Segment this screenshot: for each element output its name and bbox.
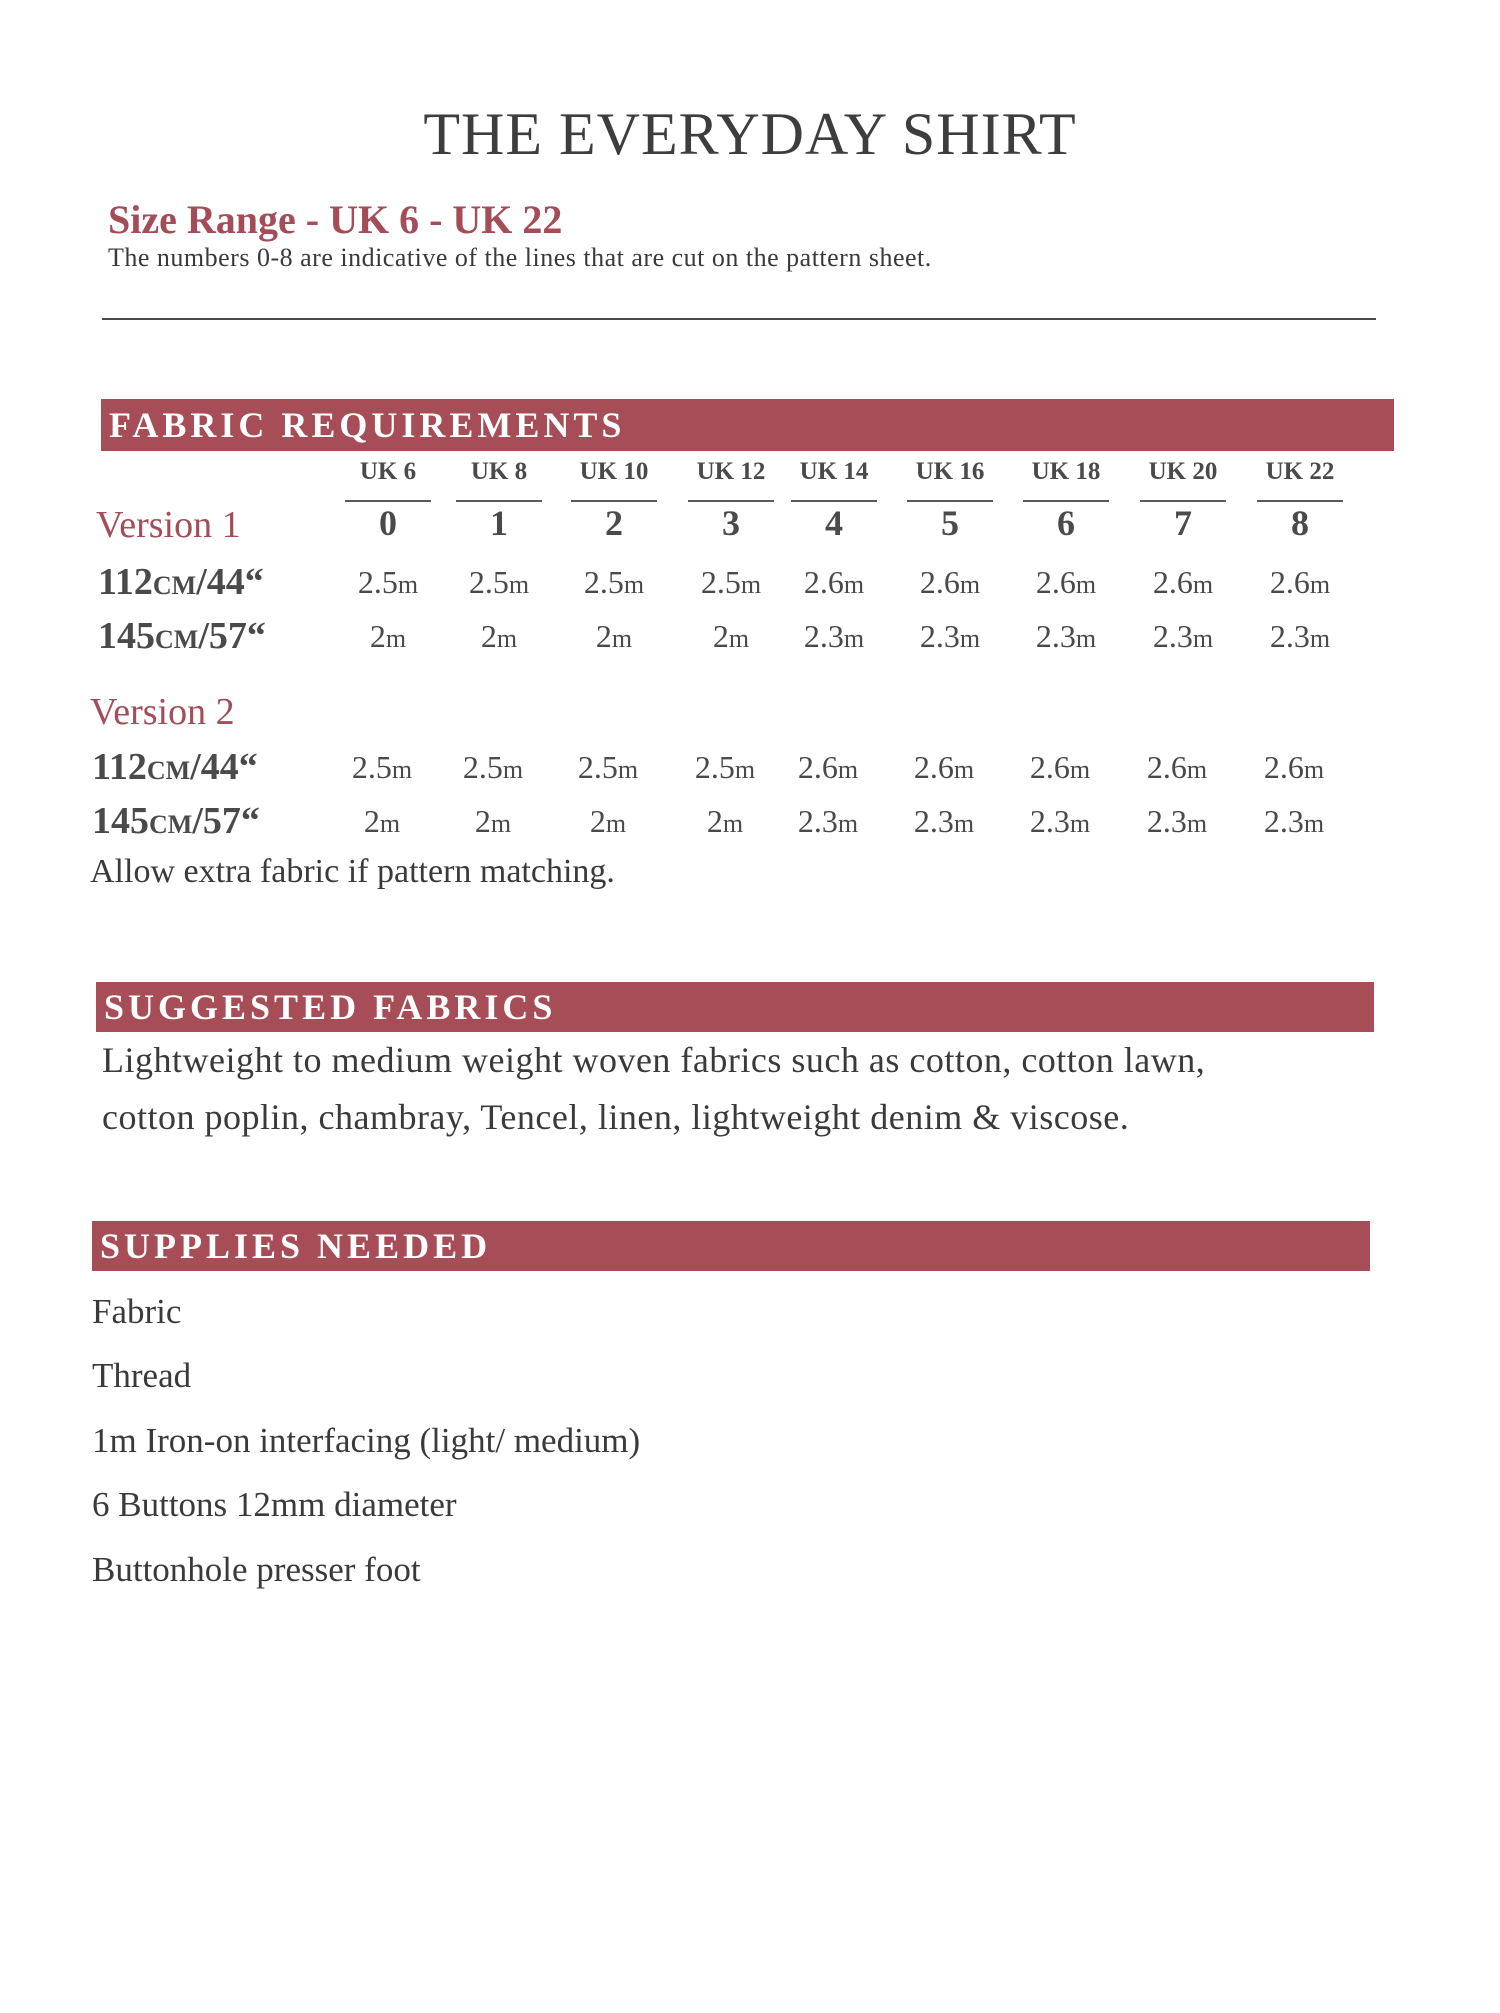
- fabric-amount: [784, 618, 884, 655]
- cut-line-number: 2: [605, 503, 623, 543]
- fabric-amount-value: 2.6: [919, 564, 960, 600]
- fabric-amount-unit: m: [1303, 809, 1325, 838]
- fabric-amount-unit: m: [1309, 624, 1331, 653]
- fabric-amount-value: 2.6: [1029, 749, 1070, 785]
- fabric-amount-unit: m: [1192, 570, 1214, 599]
- fabric-width-inches: /44“: [190, 746, 258, 788]
- fabric-amount-value: 2: [480, 618, 497, 654]
- supply-item: Fabric: [92, 1292, 182, 1331]
- fabric-amount: [894, 803, 994, 840]
- fabric-amount-unit: m: [1186, 755, 1208, 784]
- fabric-amount: [1010, 803, 1110, 840]
- fabric-amount-value: 2.5: [583, 564, 624, 600]
- size-header: UK 6: [359, 458, 417, 485]
- fabric-amount-unit: m: [843, 570, 865, 599]
- fabric-amount: [894, 749, 994, 786]
- fabric-amount-unit: m: [623, 570, 645, 599]
- cut-line-number: 7: [1174, 503, 1192, 543]
- fabric-amount-value: 2: [595, 618, 612, 654]
- fabric-width-unit: CM: [149, 810, 193, 839]
- fabric-amount: [338, 564, 438, 601]
- fabric-amount-value: 2.6: [797, 749, 838, 785]
- fabric-amount: [675, 803, 775, 840]
- cut-line-number: 1: [490, 503, 508, 543]
- fabric-width-cm-value: 112: [92, 746, 147, 788]
- fabric-amount-value: 2.6: [1035, 564, 1076, 600]
- fabric-amount: [443, 749, 543, 786]
- fabric-amount-unit: m: [734, 755, 756, 784]
- fabric-amount-value: 2.3: [919, 618, 960, 654]
- fabric-amount-value: 2.5: [462, 749, 503, 785]
- fabric-amount-unit: m: [953, 755, 975, 784]
- fabric-amount-value: 2.5: [577, 749, 618, 785]
- fabric-amount: [443, 803, 543, 840]
- fabric-amount-unit: m: [1069, 755, 1091, 784]
- supply-item: Buttonhole presser foot: [92, 1550, 421, 1589]
- size-header: UK 22: [1265, 458, 1335, 485]
- fabric-amount: [1016, 618, 1116, 655]
- fabric-amount: [900, 618, 1000, 655]
- supply-item: 6 Buttons 12mm diameter: [92, 1485, 457, 1524]
- fabric-amount: [338, 618, 438, 655]
- size-header: UK 20: [1148, 458, 1218, 485]
- size-header: UK 18: [1031, 458, 1101, 485]
- fabric-amount-value: 2.3: [803, 618, 844, 654]
- fabric-amount-unit: m: [722, 809, 744, 838]
- cut-line-number: 8: [1291, 503, 1309, 543]
- fabric-amount: [900, 564, 1000, 601]
- fabric-amount-value: 2.3: [1029, 803, 1070, 839]
- fabric-amount-unit: m: [1309, 570, 1331, 599]
- fabric-amount-value: 2.6: [1263, 749, 1304, 785]
- fabric-amount-value: 2.3: [797, 803, 838, 839]
- fabric-amount-unit: m: [379, 809, 401, 838]
- fabric-amount: [1133, 618, 1233, 655]
- fabric-amount-value: 2.3: [1035, 618, 1076, 654]
- fabric-amount: [778, 803, 878, 840]
- fabric-amount: [784, 564, 884, 601]
- pattern-matching-note: Allow extra fabric if pattern matching.: [90, 853, 615, 890]
- page-title: THE EVERYDAY SHIRT: [423, 101, 1077, 167]
- fabric-amount: [332, 803, 432, 840]
- cut-line-number: 4: [825, 503, 843, 543]
- fabric-amount-unit: m: [1303, 755, 1325, 784]
- fabric-amount-value: 2.6: [1146, 749, 1187, 785]
- fabric-amount-value: 2.3: [1263, 803, 1304, 839]
- cut-line-number: 5: [941, 503, 959, 543]
- fabric-amount: [1016, 564, 1116, 601]
- fabric-amount-value: 2.5: [694, 749, 735, 785]
- fabric-amount-value: 2: [712, 618, 729, 654]
- fabric-amount-unit: m: [843, 624, 865, 653]
- fabric-amount-unit: m: [611, 624, 633, 653]
- fabric-width-cm-value: 145: [98, 615, 155, 657]
- fabric-width-cm-value: 145: [92, 800, 149, 842]
- supplies-needed-heading: SUPPLIES NEEDED: [92, 1221, 1370, 1271]
- fabric-amount: [778, 749, 878, 786]
- fabric-amount: [449, 618, 549, 655]
- fabric-amount-unit: m: [391, 755, 413, 784]
- fabric-amount: [681, 618, 781, 655]
- fabric-amount: [1244, 803, 1344, 840]
- fabric-requirements-heading: FABRIC REQUIREMENTS: [101, 399, 1394, 451]
- size-header: UK 12: [696, 458, 766, 485]
- fabric-amount: [332, 749, 432, 786]
- fabric-width-unit: CM: [152, 571, 197, 600]
- suggested-fabrics-heading: SUGGESTED FABRICS: [96, 982, 1374, 1032]
- fabric-amount-value: 2.3: [1146, 803, 1187, 839]
- size-header: UK 10: [579, 458, 649, 485]
- fabric-amount: [675, 749, 775, 786]
- size-header: UK 14: [799, 458, 869, 485]
- size-header: UK 16: [915, 458, 985, 485]
- suggested-fabrics-line-2: cotton poplin, chambray, Tencel, linen, lightweight denim & viscose.: [102, 1097, 1130, 1137]
- fabric-amount-unit: m: [728, 624, 750, 653]
- size-range-note: The numbers 0-8 are indicative of the lines that are cut on the pattern sheet.: [108, 243, 932, 272]
- fabric-amount-unit: m: [1186, 809, 1208, 838]
- fabric-amount-value: 2.5: [468, 564, 509, 600]
- supply-item: Thread: [92, 1356, 192, 1395]
- fabric-amount-unit: m: [496, 624, 518, 653]
- fabric-amount-unit: m: [837, 809, 859, 838]
- fabric-amount-unit: m: [508, 570, 530, 599]
- fabric-amount-value: 2.6: [1269, 564, 1310, 600]
- fabric-amount-value: 2.3: [1269, 618, 1310, 654]
- suggested-fabrics-line-1: Lightweight to medium weight woven fabrics such as cotton, cotton lawn,: [102, 1040, 1206, 1080]
- cut-line-number: 6: [1057, 503, 1075, 543]
- fabric-amount-value: 2.5: [351, 749, 392, 785]
- size-range-heading: Size Range - UK 6 - UK 22: [108, 197, 563, 242]
- suggested-fabrics-text: [102, 1032, 1402, 1146]
- fabric-amount-unit: m: [959, 624, 981, 653]
- fabric-amount: [1133, 564, 1233, 601]
- fabric-amount-unit: m: [605, 809, 627, 838]
- fabric-width-inches: /57“: [192, 800, 260, 842]
- fabric-amount-unit: m: [385, 624, 407, 653]
- fabric-amount-unit: m: [1075, 570, 1097, 599]
- fabric-amount-unit: m: [1192, 624, 1214, 653]
- fabric-amount-value: 2.6: [803, 564, 844, 600]
- size-header: UK 8: [470, 458, 528, 485]
- fabric-amount-unit: m: [490, 809, 512, 838]
- fabric-amount-value: 2.5: [700, 564, 741, 600]
- fabric-amount-value: 2: [706, 803, 723, 839]
- divider-line: [102, 318, 1376, 320]
- fabric-width-inches: /57“: [198, 615, 266, 657]
- fabric-width-label: [92, 745, 258, 789]
- fabric-amount: [1127, 803, 1227, 840]
- fabric-width-inches: /44“: [196, 561, 264, 603]
- fabric-amount-value: 2: [474, 803, 491, 839]
- fabric-amount-unit: m: [837, 755, 859, 784]
- fabric-width-unit: CM: [146, 756, 191, 785]
- fabric-amount-value: 2: [369, 618, 386, 654]
- fabric-width-label: [98, 614, 266, 658]
- fabric-amount: [1010, 749, 1110, 786]
- fabric-amount-value: 2.5: [357, 564, 398, 600]
- fabric-amount: [1127, 749, 1227, 786]
- fabric-amount-unit: m: [1075, 624, 1097, 653]
- fabric-amount: [681, 564, 781, 601]
- fabric-amount: [564, 564, 664, 601]
- fabric-amount-unit: m: [397, 570, 419, 599]
- fabric-width-label: [98, 560, 264, 604]
- fabric-amount-value: 2.6: [913, 749, 954, 785]
- fabric-width-unit: CM: [155, 625, 199, 654]
- fabric-width-cm-value: 112: [98, 561, 153, 603]
- fabric-amount-value: 2: [589, 803, 606, 839]
- fabric-amount-value: 2.3: [1152, 618, 1193, 654]
- fabric-amount-value: 2: [363, 803, 380, 839]
- cut-line-number: 3: [722, 503, 740, 543]
- fabric-amount-unit: m: [740, 570, 762, 599]
- fabric-amount-unit: m: [617, 755, 639, 784]
- fabric-amount: [1250, 564, 1350, 601]
- version-label: Version 2: [90, 691, 235, 733]
- supply-item: 1m Iron-on interfacing (light/ medium): [92, 1421, 641, 1460]
- fabric-amount: [558, 803, 658, 840]
- fabric-amount-value: 2.3: [913, 803, 954, 839]
- fabric-amount-unit: m: [1069, 809, 1091, 838]
- fabric-amount: [1250, 618, 1350, 655]
- fabric-amount: [558, 749, 658, 786]
- fabric-amount: [1244, 749, 1344, 786]
- cut-line-number: 0: [379, 503, 397, 543]
- version-label: Version 1: [96, 504, 241, 546]
- fabric-amount-unit: m: [953, 809, 975, 838]
- fabric-width-label: [92, 799, 260, 843]
- fabric-amount-value: 2.6: [1152, 564, 1193, 600]
- fabric-amount: [564, 618, 664, 655]
- fabric-amount-unit: m: [959, 570, 981, 599]
- fabric-amount-unit: m: [502, 755, 524, 784]
- fabric-amount: [449, 564, 549, 601]
